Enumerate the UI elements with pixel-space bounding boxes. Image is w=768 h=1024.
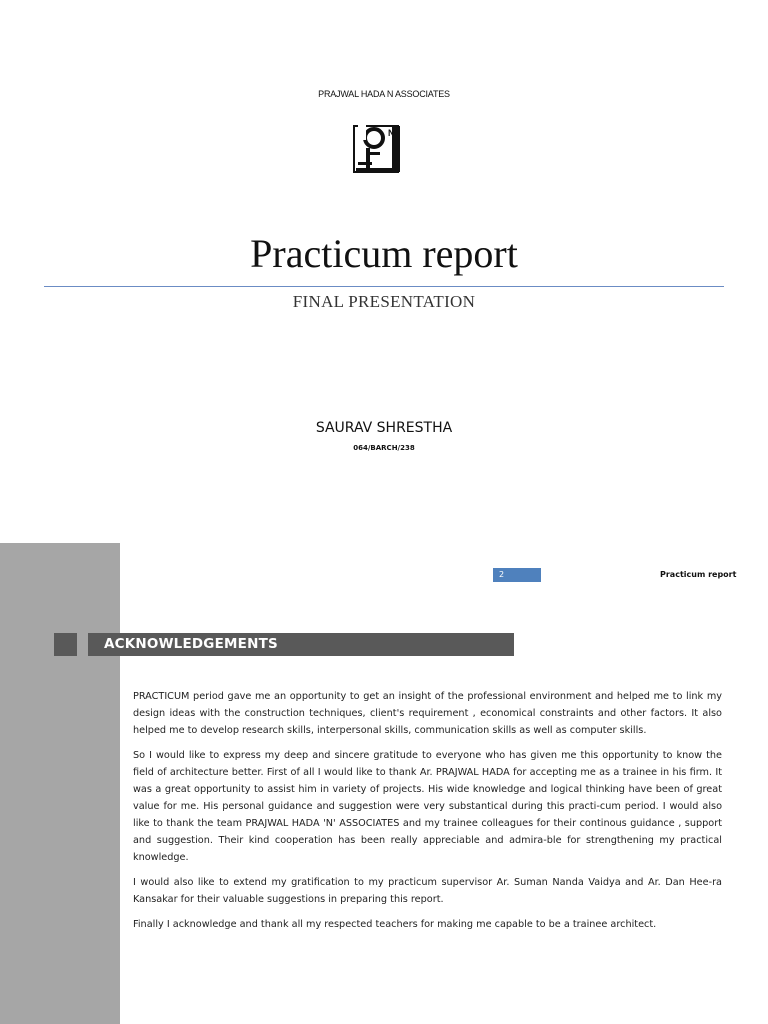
heading-marker bbox=[54, 633, 77, 656]
acknowledgements-body bbox=[133, 688, 722, 941]
title-divider bbox=[44, 286, 724, 287]
paragraph: So I would like to express my deep and sincere gratitude to everyone who has given me this opportunity to know the field of architecture better. First of all I would like to thank Ar. PRAJWAL HADA for accepting me as a trainee in his firm. It was a great opportunity to assist him in variety of projects. His wide knowledge and logical thinking have been of great value for me. His personal guidance and suggestion were very substantical during this practi-cum period. I would also like to thank the team PRAJWAL HADA 'N' ASSOCIATES and my trainee colleagues for their continous guidance , support and suggestion. Their kind cooperation has been really appreciable and admira-ble for strengthening my practical knowledge. bbox=[133, 750, 722, 863]
roll-number: 064/BARCH/238 bbox=[353, 444, 415, 452]
report-title: Practicum report bbox=[250, 231, 518, 276]
author-name: SAURAV SHRESTHA bbox=[315, 420, 453, 436]
paragraph: PRACTICUM period gave me an opportunity to get an insight of the professional environment and helped me to link my design ideas with the construction techniques, client's requirement , economical constraints and other factors. It also helped me to develop research skills, interpersonal skills, communication skills as well as computer skills. bbox=[133, 691, 722, 736]
report-subtitle: FINAL PRESENTATION bbox=[292, 292, 476, 311]
firm-name: PRAJWAL HADA N ASSOCIATES bbox=[318, 89, 450, 99]
side-bar-decoration bbox=[0, 543, 120, 1024]
paragraph: I would also like to extend my gratification to my practicum supervisor Ar. Suman Nanda Vaidya and Ar. Dan Hee-ra Kansakar for their valuable suggestions in preparing this report. bbox=[133, 877, 722, 905]
running-header-title: Practicum report bbox=[660, 570, 737, 579]
svg-text:N: N bbox=[388, 128, 395, 138]
paragraph: Finally I acknowledge and thank all my respected teachers for making me capable to be a trainee architect. bbox=[133, 919, 657, 930]
acknowledgements-heading: ACKNOWLEDGEMENTS bbox=[88, 633, 514, 656]
firm-logo-icon bbox=[352, 122, 404, 176]
page-number-badge: 2 bbox=[493, 568, 541, 582]
